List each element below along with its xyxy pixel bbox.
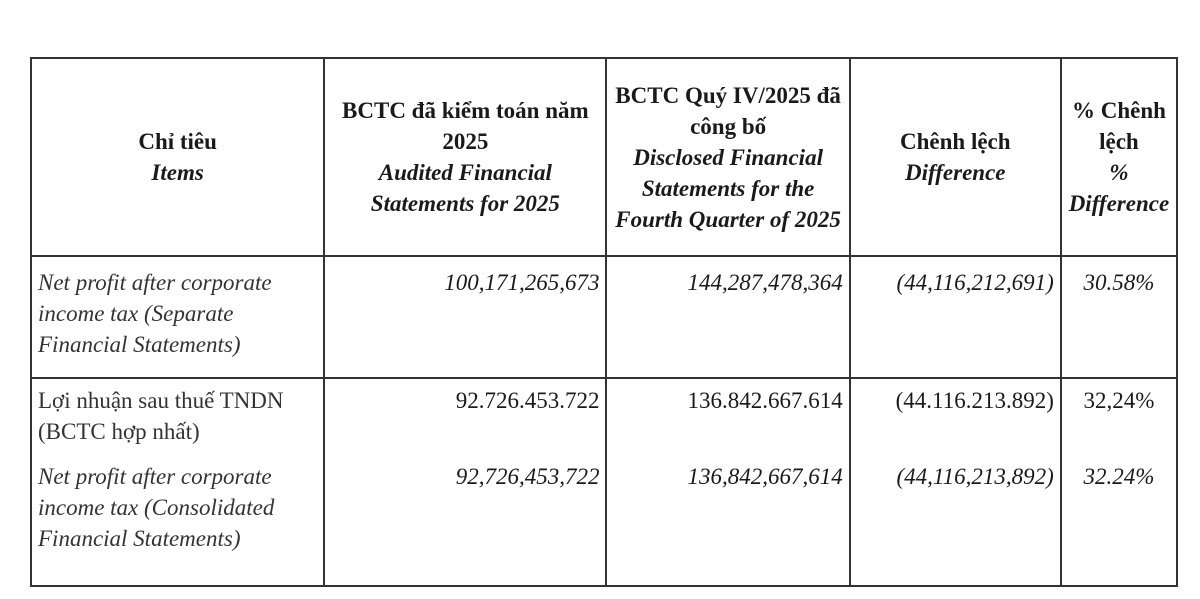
item-cell: Net profit after corporate income tax (Separate Financial Statements) xyxy=(31,256,324,378)
audited-cell xyxy=(324,378,606,586)
header-disclosed xyxy=(606,58,849,256)
header-vi: BCTC Quý IV/2025 đã công bố xyxy=(615,82,841,139)
value-vi: 32,24% xyxy=(1083,388,1155,413)
disclosed-cell xyxy=(606,378,849,586)
item-vi: Lợi nhuận sau thuế TNDN (BCTC hợp nhất) xyxy=(38,388,284,444)
value-vi: 136.842.667.614 xyxy=(687,388,843,413)
table-row xyxy=(31,378,1177,586)
header-vi: Chênh lệch xyxy=(900,129,1011,154)
disclosed-cell: 144,287,478,364 xyxy=(606,256,849,378)
item-en: Net profit after corporate income tax (Consolidated Financial Statements) xyxy=(38,464,275,551)
header-difference xyxy=(850,58,1061,256)
value-en: 92,726,453,722 xyxy=(455,464,600,489)
header-vi: BCTC đã kiểm toán năm 2025 xyxy=(342,98,589,154)
header-en: % Difference xyxy=(1068,160,1170,216)
audited-cell: 100,171,265,673 xyxy=(324,256,606,378)
header-en: Difference xyxy=(905,160,1006,185)
header-row xyxy=(31,58,1177,256)
value-en: 136,842,667,614 xyxy=(687,464,843,489)
header-items xyxy=(31,58,324,256)
header-vi: Chỉ tiêu xyxy=(138,129,217,154)
profit-comparison-table xyxy=(30,57,1178,587)
pct-cell: 30.58% xyxy=(1061,256,1177,378)
item-cell xyxy=(31,378,324,586)
header-en: Audited Financial Statements for 2025 xyxy=(370,160,560,216)
header-pct-difference xyxy=(1061,58,1177,256)
value-en: (44,116,213,892) xyxy=(896,464,1054,489)
header-en: Items xyxy=(151,160,204,185)
pct-cell xyxy=(1061,378,1177,586)
header-vi: % Chênh lệch xyxy=(1071,98,1166,154)
table-row xyxy=(31,256,1177,378)
header-audited xyxy=(324,58,606,256)
difference-cell xyxy=(850,378,1061,586)
difference-cell: (44,116,212,691) xyxy=(850,256,1061,378)
value-vi: (44.116.213.892) xyxy=(895,388,1054,413)
value-vi: 92.726.453.722 xyxy=(455,388,600,413)
header-en: Disclosed Financial Statements for the Fourth Quarter of 2025 xyxy=(615,144,841,232)
value-en: 32.24% xyxy=(1083,464,1155,489)
